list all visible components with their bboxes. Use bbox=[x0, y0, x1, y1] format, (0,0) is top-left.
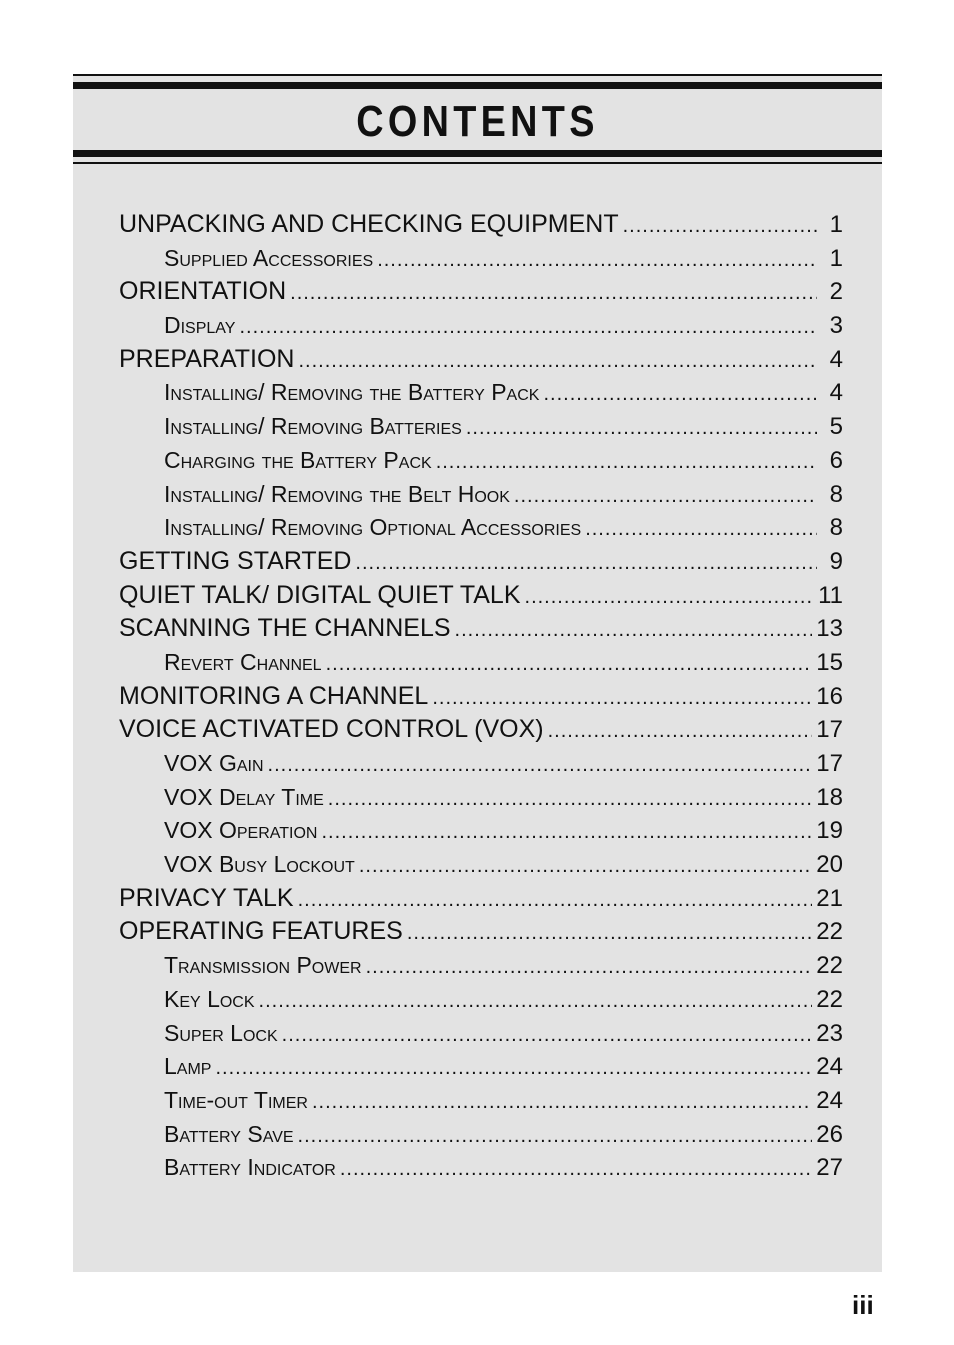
bottom-thick-rule bbox=[73, 150, 882, 157]
toc-entry-label: Charging the Battery Pack bbox=[164, 446, 432, 473]
toc-subsection-entry[interactable] bbox=[119, 1151, 843, 1185]
toc-entry-label: UNPACKING AND CHECKING EQUIPMENT bbox=[119, 210, 619, 238]
toc-entry-label: Time-out Timer bbox=[164, 1086, 308, 1113]
dot-leader bbox=[328, 783, 813, 815]
table-of-contents bbox=[119, 208, 843, 1185]
toc-section-entry[interactable] bbox=[119, 579, 843, 613]
toc-entry-page: 15 bbox=[816, 648, 843, 676]
toc-entry-page: 9 bbox=[829, 547, 843, 575]
dot-leader bbox=[514, 480, 817, 512]
toc-subsection-entry[interactable] bbox=[119, 242, 843, 276]
toc-subsection-entry[interactable] bbox=[119, 949, 843, 983]
dot-leader bbox=[623, 210, 817, 242]
toc-entry-label: Supplied Accessories bbox=[164, 244, 374, 271]
toc-entry-page: 4 bbox=[829, 345, 843, 373]
dot-leader bbox=[321, 816, 812, 848]
top-thick-rule bbox=[73, 82, 882, 89]
toc-entry-label: OPERATING FEATURES bbox=[119, 917, 403, 946]
toc-section-entry[interactable] bbox=[119, 545, 843, 579]
dot-leader bbox=[268, 749, 813, 781]
toc-entry-page: 17 bbox=[816, 750, 843, 777]
dot-leader bbox=[290, 277, 817, 309]
toc-entry-label: Display bbox=[164, 312, 236, 339]
dot-leader bbox=[377, 244, 817, 276]
toc-subsection-entry[interactable] bbox=[119, 747, 843, 781]
toc-entry-page: 22 bbox=[816, 918, 843, 946]
toc-entry-page: 18 bbox=[816, 783, 843, 811]
toc-entry-page: 6 bbox=[829, 446, 843, 474]
toc-subsection-entry[interactable] bbox=[119, 1050, 843, 1084]
toc-subsection-entry[interactable] bbox=[119, 1084, 843, 1118]
toc-entry-label: SCANNING THE CHANNELS bbox=[119, 614, 451, 643]
toc-entry-label: ORIENTATION bbox=[119, 277, 287, 306]
toc-subsection-entry[interactable] bbox=[119, 814, 843, 848]
contents-panel bbox=[73, 74, 882, 1272]
toc-entry-label: Lamp bbox=[164, 1053, 212, 1080]
toc-entry-page: 11 bbox=[818, 581, 843, 609]
toc-section-entry[interactable] bbox=[119, 882, 843, 916]
toc-subsection-entry[interactable] bbox=[119, 410, 843, 444]
page-number: iii bbox=[852, 1290, 874, 1320]
top-thin-rule bbox=[73, 74, 882, 76]
toc-entry-page: 16 bbox=[816, 682, 843, 710]
toc-section-entry[interactable] bbox=[119, 343, 843, 377]
toc-entry-label: Battery Save bbox=[164, 1120, 294, 1147]
dot-leader bbox=[407, 917, 812, 949]
toc-section-entry[interactable] bbox=[119, 275, 843, 309]
dot-leader bbox=[525, 581, 815, 613]
toc-entry-page: 13 bbox=[816, 615, 843, 643]
dot-leader bbox=[326, 648, 813, 680]
toc-subsection-entry[interactable] bbox=[119, 376, 843, 410]
dot-leader bbox=[548, 715, 813, 747]
toc-entry-page: 24 bbox=[816, 1086, 843, 1114]
dot-leader bbox=[215, 1052, 812, 1084]
toc-entry-label: VOX Operation bbox=[164, 817, 318, 844]
toc-entry-label: GETTING STARTED bbox=[119, 546, 352, 575]
toc-subsection-entry[interactable] bbox=[119, 1118, 843, 1152]
dot-leader bbox=[299, 345, 818, 377]
toc-section-entry[interactable] bbox=[119, 713, 843, 747]
toc-subsection-entry[interactable] bbox=[119, 983, 843, 1017]
dot-leader bbox=[466, 412, 817, 444]
toc-entry-page: 26 bbox=[816, 1120, 843, 1148]
toc-entry-label: Installing/ Removing Optional Accessories bbox=[164, 514, 582, 541]
toc-entry-label: Super Lock bbox=[164, 1019, 278, 1046]
toc-entry-label: QUIET TALK/ DIGITAL QUIET TALK bbox=[119, 580, 521, 609]
dot-leader bbox=[359, 850, 812, 882]
toc-entry-label: VOX Delay Time bbox=[164, 783, 324, 810]
toc-subsection-entry[interactable] bbox=[119, 511, 843, 545]
toc-entry-page: 19 bbox=[816, 817, 843, 845]
toc-subsection-entry[interactable] bbox=[119, 478, 843, 512]
toc-entry-page: 23 bbox=[816, 1019, 843, 1047]
dot-leader bbox=[298, 1120, 813, 1152]
dot-leader bbox=[282, 1019, 813, 1051]
toc-entry-label: Key Lock bbox=[164, 985, 255, 1012]
toc-entry-label: Installing/ Removing the Battery Pack bbox=[164, 379, 540, 406]
toc-entry-page: 3 bbox=[829, 312, 843, 340]
toc-entry-page: 22 bbox=[816, 985, 843, 1013]
toc-entry-label: Transmission Power bbox=[164, 952, 362, 979]
toc-section-entry[interactable] bbox=[119, 208, 843, 242]
dot-leader bbox=[259, 985, 813, 1017]
dot-leader bbox=[436, 446, 817, 478]
toc-entry-label: PRIVACY TALK bbox=[119, 883, 294, 912]
toc-subsection-entry[interactable] bbox=[119, 781, 843, 815]
dot-leader bbox=[312, 1086, 812, 1118]
toc-entry-page: 5 bbox=[829, 413, 843, 441]
dot-leader bbox=[455, 614, 813, 646]
toc-entry-label: Installing/ Removing Batteries bbox=[164, 413, 462, 440]
dot-leader bbox=[543, 378, 817, 410]
toc-entry-label: Battery Indicator bbox=[164, 1154, 336, 1181]
dot-leader bbox=[340, 1153, 812, 1185]
toc-entry-page: 27 bbox=[816, 1154, 843, 1182]
toc-entry-page: 8 bbox=[829, 514, 843, 542]
toc-entry-page: 4 bbox=[829, 379, 843, 407]
toc-entry-page: 21 bbox=[816, 884, 843, 912]
toc-section-entry[interactable] bbox=[119, 680, 843, 714]
toc-subsection-entry[interactable] bbox=[119, 646, 843, 680]
page-title: CONTENTS bbox=[356, 97, 599, 146]
toc-entry-page: 17 bbox=[816, 716, 843, 744]
toc-subsection-entry[interactable] bbox=[119, 444, 843, 478]
toc-entry-page: 8 bbox=[829, 480, 843, 508]
toc-entry-label: Installing/ Removing the Belt Hook bbox=[164, 480, 510, 507]
dot-leader bbox=[585, 513, 817, 545]
toc-entry-page: 1 bbox=[829, 211, 843, 238]
toc-entry-page: 1 bbox=[829, 244, 843, 272]
dot-leader bbox=[432, 682, 812, 714]
toc-entry-label: Revert Channel bbox=[164, 648, 322, 675]
toc-subsection-entry[interactable] bbox=[119, 1017, 843, 1051]
dot-leader bbox=[355, 547, 817, 579]
toc-entry-page: 2 bbox=[829, 278, 843, 306]
toc-entry-label: MONITORING A CHANNEL bbox=[119, 681, 429, 710]
dot-leader bbox=[239, 311, 817, 343]
toc-entry-label: VOX Gain bbox=[164, 750, 264, 776]
toc-entry-label: VOX Busy Lockout bbox=[164, 851, 355, 878]
dot-leader bbox=[366, 951, 813, 983]
toc-section-entry[interactable] bbox=[119, 915, 843, 949]
toc-subsection-entry[interactable] bbox=[119, 848, 843, 882]
toc-entry-page: 20 bbox=[816, 851, 843, 879]
toc-entry-page: 22 bbox=[816, 952, 843, 980]
toc-entry-label: PREPARATION bbox=[119, 344, 295, 373]
toc-section-entry[interactable] bbox=[119, 612, 843, 646]
toc-entry-label: VOICE ACTIVATED CONTROL (VOX) bbox=[119, 715, 544, 744]
dot-leader bbox=[298, 884, 813, 916]
toc-entry-page: 24 bbox=[816, 1053, 843, 1081]
toc-subsection-entry[interactable] bbox=[119, 309, 843, 343]
bottom-thin-rule bbox=[73, 162, 882, 164]
